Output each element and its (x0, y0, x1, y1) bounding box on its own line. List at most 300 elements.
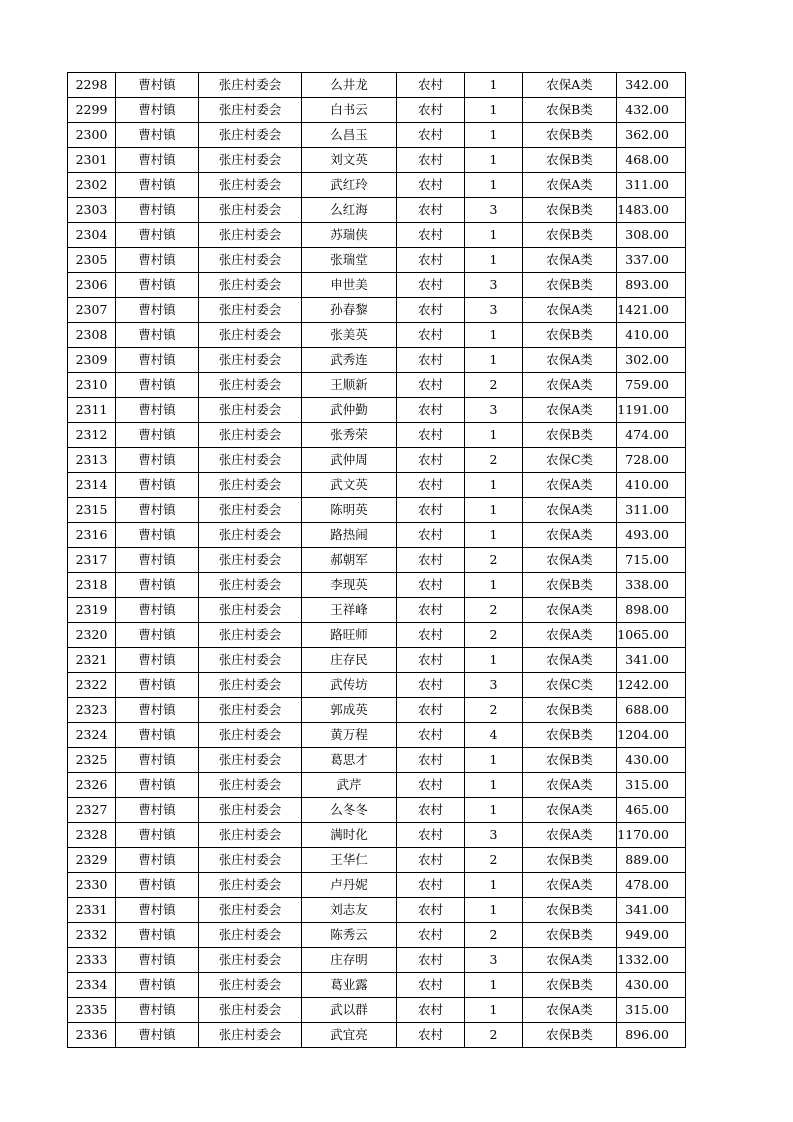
household-type-cell: 农村 (397, 873, 465, 898)
town-cell: 曹村镇 (116, 398, 199, 423)
household-type-cell: 农村 (397, 848, 465, 873)
household-size-cell: 3 (465, 398, 523, 423)
name-cell: 李现英 (302, 573, 397, 598)
town-cell: 曹村镇 (116, 1023, 199, 1048)
town-cell: 曹村镇 (116, 498, 199, 523)
amount-cell: 430.00 (617, 748, 686, 773)
household-type-cell: 农村 (397, 123, 465, 148)
village-committee-cell: 张庄村委会 (199, 523, 302, 548)
town-cell: 曹村镇 (116, 248, 199, 273)
village-committee-cell: 张庄村委会 (199, 898, 302, 923)
town-cell: 曹村镇 (116, 173, 199, 198)
household-size-cell: 2 (465, 623, 523, 648)
household-size-cell: 1 (465, 898, 523, 923)
amount-cell: 362.00 (617, 123, 686, 148)
village-committee-cell: 张庄村委会 (199, 723, 302, 748)
amount-cell: 474.00 (617, 423, 686, 448)
amount-cell: 410.00 (617, 323, 686, 348)
village-committee-cell: 张庄村委会 (199, 648, 302, 673)
household-type-cell: 农村 (397, 748, 465, 773)
amount-cell: 1065.00 (617, 623, 686, 648)
record-number-cell: 2316 (68, 523, 116, 548)
household-type-cell: 农村 (397, 973, 465, 998)
name-cell: 满时化 (302, 823, 397, 848)
table-row (68, 773, 686, 798)
amount-cell: 715.00 (617, 548, 686, 573)
name-cell: 刘志友 (302, 898, 397, 923)
record-number-cell: 2303 (68, 198, 116, 223)
insurance-category-cell: 农保A类 (523, 548, 617, 573)
household-size-cell: 3 (465, 823, 523, 848)
household-type-cell: 农村 (397, 673, 465, 698)
village-committee-cell: 张庄村委会 (199, 998, 302, 1023)
town-cell: 曹村镇 (116, 98, 199, 123)
amount-cell: 1332.00 (617, 948, 686, 973)
record-number-cell: 2331 (68, 898, 116, 923)
name-cell: 路热闹 (302, 523, 397, 548)
amount-cell: 342.00 (617, 73, 686, 98)
town-cell: 曹村镇 (116, 223, 199, 248)
amount-cell: 1421.00 (617, 298, 686, 323)
household-type-cell: 农村 (397, 898, 465, 923)
insurance-category-cell: 农保B类 (523, 923, 617, 948)
record-number-cell: 2299 (68, 98, 116, 123)
town-cell: 曹村镇 (116, 923, 199, 948)
insurance-category-cell: 农保C类 (523, 448, 617, 473)
household-type-cell: 农村 (397, 273, 465, 298)
household-type-cell: 农村 (397, 1023, 465, 1048)
name-cell: 武以群 (302, 998, 397, 1023)
household-type-cell: 农村 (397, 648, 465, 673)
table-row (68, 523, 686, 548)
village-committee-cell: 张庄村委会 (199, 198, 302, 223)
insurance-category-cell: 农保A类 (523, 173, 617, 198)
town-cell: 曹村镇 (116, 548, 199, 573)
village-committee-cell: 张庄村委会 (199, 848, 302, 873)
town-cell: 曹村镇 (116, 798, 199, 823)
table-row (68, 423, 686, 448)
household-type-cell: 农村 (397, 473, 465, 498)
household-size-cell: 1 (465, 323, 523, 348)
name-cell: 么昌玉 (302, 123, 397, 148)
village-committee-cell: 张庄村委会 (199, 973, 302, 998)
name-cell: 白书云 (302, 98, 397, 123)
town-cell: 曹村镇 (116, 998, 199, 1023)
insurance-category-cell: 农保A类 (523, 773, 617, 798)
table-row (68, 748, 686, 773)
household-size-cell: 1 (465, 223, 523, 248)
table-row (68, 573, 686, 598)
insurance-category-cell: 农保A类 (523, 823, 617, 848)
town-cell: 曹村镇 (116, 723, 199, 748)
household-type-cell: 农村 (397, 148, 465, 173)
household-size-cell: 1 (465, 523, 523, 548)
amount-cell: 688.00 (617, 698, 686, 723)
amount-cell: 468.00 (617, 148, 686, 173)
table-row (68, 648, 686, 673)
household-size-cell: 3 (465, 298, 523, 323)
household-size-cell: 1 (465, 998, 523, 1023)
amount-cell: 1191.00 (617, 398, 686, 423)
table-row (68, 273, 686, 298)
record-number-cell: 2329 (68, 848, 116, 873)
record-number-cell: 2305 (68, 248, 116, 273)
town-cell: 曹村镇 (116, 523, 199, 548)
town-cell: 曹村镇 (116, 673, 199, 698)
amount-cell: 308.00 (617, 223, 686, 248)
town-cell: 曹村镇 (116, 323, 199, 348)
household-type-cell: 农村 (397, 373, 465, 398)
town-cell: 曹村镇 (116, 198, 199, 223)
household-size-cell: 3 (465, 948, 523, 973)
name-cell: 武仲勤 (302, 398, 397, 423)
table-row (68, 498, 686, 523)
amount-cell: 893.00 (617, 273, 686, 298)
name-cell: 郝朝军 (302, 548, 397, 573)
name-cell: 苏瑞侠 (302, 223, 397, 248)
record-number-cell: 2314 (68, 473, 116, 498)
amount-cell: 728.00 (617, 448, 686, 473)
record-number-cell: 2320 (68, 623, 116, 648)
town-cell: 曹村镇 (116, 573, 199, 598)
table-row (68, 823, 686, 848)
record-number-cell: 2327 (68, 798, 116, 823)
household-type-cell: 农村 (397, 948, 465, 973)
household-size-cell: 1 (465, 573, 523, 598)
amount-cell: 1483.00 (617, 198, 686, 223)
table-row (68, 298, 686, 323)
table-row (68, 148, 686, 173)
household-type-cell: 农村 (397, 623, 465, 648)
town-cell: 曹村镇 (116, 848, 199, 873)
name-cell: 武传坊 (302, 673, 397, 698)
village-committee-cell: 张庄村委会 (199, 123, 302, 148)
amount-cell: 430.00 (617, 973, 686, 998)
name-cell: 孙春黎 (302, 298, 397, 323)
insurance-category-cell: 农保A类 (523, 873, 617, 898)
table-row (68, 398, 686, 423)
village-committee-cell: 张庄村委会 (199, 148, 302, 173)
village-committee-cell: 张庄村委会 (199, 573, 302, 598)
table-row (68, 698, 686, 723)
amount-cell: 478.00 (617, 873, 686, 898)
household-size-cell: 1 (465, 173, 523, 198)
household-size-cell: 1 (465, 748, 523, 773)
town-cell: 曹村镇 (116, 873, 199, 898)
record-number-cell: 2318 (68, 573, 116, 598)
name-cell: 卢丹妮 (302, 873, 397, 898)
household-type-cell: 农村 (397, 98, 465, 123)
insurance-category-cell: 农保A类 (523, 498, 617, 523)
beneficiary-table (67, 72, 686, 1048)
town-cell: 曹村镇 (116, 348, 199, 373)
record-number-cell: 2302 (68, 173, 116, 198)
name-cell: 么红海 (302, 198, 397, 223)
insurance-category-cell: 农保B类 (523, 198, 617, 223)
household-type-cell: 农村 (397, 548, 465, 573)
insurance-category-cell: 农保B类 (523, 148, 617, 173)
insurance-category-cell: 农保B类 (523, 223, 617, 248)
record-number-cell: 2298 (68, 73, 116, 98)
record-number-cell: 2312 (68, 423, 116, 448)
insurance-category-cell: 农保B类 (523, 748, 617, 773)
household-type-cell: 农村 (397, 73, 465, 98)
record-number-cell: 2324 (68, 723, 116, 748)
household-type-cell: 农村 (397, 423, 465, 448)
name-cell: 么井龙 (302, 73, 397, 98)
household-type-cell: 农村 (397, 998, 465, 1023)
record-number-cell: 2330 (68, 873, 116, 898)
name-cell: 张秀荣 (302, 423, 397, 448)
insurance-category-cell: 农保B类 (523, 423, 617, 448)
town-cell: 曹村镇 (116, 973, 199, 998)
household-size-cell: 2 (465, 923, 523, 948)
table-row (68, 723, 686, 748)
village-committee-cell: 张庄村委会 (199, 423, 302, 448)
record-number-cell: 2301 (68, 148, 116, 173)
village-committee-cell: 张庄村委会 (199, 548, 302, 573)
town-cell: 曹村镇 (116, 123, 199, 148)
village-committee-cell: 张庄村委会 (199, 273, 302, 298)
village-committee-cell: 张庄村委会 (199, 598, 302, 623)
village-committee-cell: 张庄村委会 (199, 298, 302, 323)
insurance-category-cell: 农保B类 (523, 723, 617, 748)
amount-cell: 410.00 (617, 473, 686, 498)
town-cell: 曹村镇 (116, 273, 199, 298)
amount-cell: 337.00 (617, 248, 686, 273)
household-size-cell: 3 (465, 273, 523, 298)
household-size-cell: 2 (465, 848, 523, 873)
record-number-cell: 2322 (68, 673, 116, 698)
table-row (68, 123, 686, 148)
name-cell: 王顺新 (302, 373, 397, 398)
household-type-cell: 农村 (397, 323, 465, 348)
insurance-category-cell: 农保A类 (523, 473, 617, 498)
village-committee-cell: 张庄村委会 (199, 948, 302, 973)
amount-cell: 949.00 (617, 923, 686, 948)
household-size-cell: 1 (465, 98, 523, 123)
table-row (68, 323, 686, 348)
record-number-cell: 2304 (68, 223, 116, 248)
insurance-category-cell: 农保B类 (523, 323, 617, 348)
insurance-category-cell: 农保A类 (523, 373, 617, 398)
household-size-cell: 2 (465, 373, 523, 398)
name-cell: 庄存明 (302, 948, 397, 973)
amount-cell: 341.00 (617, 648, 686, 673)
insurance-category-cell: 农保B类 (523, 123, 617, 148)
village-committee-cell: 张庄村委会 (199, 373, 302, 398)
table-row (68, 73, 686, 98)
insurance-category-cell: 农保C类 (523, 673, 617, 698)
name-cell: 庄存民 (302, 648, 397, 673)
table-row (68, 948, 686, 973)
household-size-cell: 1 (465, 798, 523, 823)
insurance-category-cell: 农保B类 (523, 573, 617, 598)
town-cell: 曹村镇 (116, 698, 199, 723)
household-type-cell: 农村 (397, 523, 465, 548)
name-cell: 陈秀云 (302, 923, 397, 948)
name-cell: 黄万程 (302, 723, 397, 748)
insurance-category-cell: 农保A类 (523, 598, 617, 623)
name-cell: 武红玲 (302, 173, 397, 198)
table-row (68, 198, 686, 223)
record-number-cell: 2335 (68, 998, 116, 1023)
name-cell: 张瑞堂 (302, 248, 397, 273)
village-committee-cell: 张庄村委会 (199, 923, 302, 948)
name-cell: 申世美 (302, 273, 397, 298)
amount-cell: 338.00 (617, 573, 686, 598)
household-size-cell: 2 (465, 1023, 523, 1048)
village-committee-cell: 张庄村委会 (199, 323, 302, 348)
table-row (68, 223, 686, 248)
household-size-cell: 1 (465, 348, 523, 373)
village-committee-cell: 张庄村委会 (199, 173, 302, 198)
household-size-cell: 2 (465, 548, 523, 573)
insurance-category-cell: 农保B类 (523, 98, 617, 123)
household-type-cell: 农村 (397, 248, 465, 273)
insurance-category-cell: 农保B类 (523, 898, 617, 923)
name-cell: 张美英 (302, 323, 397, 348)
record-number-cell: 2313 (68, 448, 116, 473)
village-committee-cell: 张庄村委会 (199, 98, 302, 123)
town-cell: 曹村镇 (116, 298, 199, 323)
household-type-cell: 农村 (397, 698, 465, 723)
household-type-cell: 农村 (397, 773, 465, 798)
insurance-category-cell: 农保B类 (523, 848, 617, 873)
amount-cell: 311.00 (617, 173, 686, 198)
record-number-cell: 2321 (68, 648, 116, 673)
amount-cell: 315.00 (617, 773, 686, 798)
household-type-cell: 农村 (397, 723, 465, 748)
record-number-cell: 2315 (68, 498, 116, 523)
table-row (68, 623, 686, 648)
table-row (68, 248, 686, 273)
household-size-cell: 1 (465, 973, 523, 998)
amount-cell: 1170.00 (617, 823, 686, 848)
amount-cell: 341.00 (617, 898, 686, 923)
village-committee-cell: 张庄村委会 (199, 498, 302, 523)
name-cell: 么冬冬 (302, 798, 397, 823)
village-committee-cell: 张庄村委会 (199, 798, 302, 823)
insurance-category-cell: 农保A类 (523, 523, 617, 548)
household-size-cell: 1 (465, 773, 523, 798)
table-row (68, 873, 686, 898)
village-committee-cell: 张庄村委会 (199, 623, 302, 648)
name-cell: 郭成英 (302, 698, 397, 723)
table-row (68, 173, 686, 198)
table-row (68, 98, 686, 123)
insurance-category-cell: 农保A类 (523, 248, 617, 273)
record-number-cell: 2332 (68, 923, 116, 948)
household-type-cell: 农村 (397, 223, 465, 248)
household-type-cell: 农村 (397, 823, 465, 848)
town-cell: 曹村镇 (116, 948, 199, 973)
record-number-cell: 2326 (68, 773, 116, 798)
table-row (68, 898, 686, 923)
record-number-cell: 2323 (68, 698, 116, 723)
insurance-category-cell: 农保A类 (523, 798, 617, 823)
record-number-cell: 2311 (68, 398, 116, 423)
household-size-cell: 1 (465, 73, 523, 98)
insurance-category-cell: 农保A类 (523, 73, 617, 98)
town-cell: 曹村镇 (116, 448, 199, 473)
village-committee-cell: 张庄村委会 (199, 448, 302, 473)
household-type-cell: 农村 (397, 598, 465, 623)
table-body (68, 73, 686, 1048)
household-type-cell: 农村 (397, 198, 465, 223)
town-cell: 曹村镇 (116, 773, 199, 798)
record-number-cell: 2308 (68, 323, 116, 348)
table-row (68, 1023, 686, 1048)
amount-cell: 432.00 (617, 98, 686, 123)
household-type-cell: 农村 (397, 348, 465, 373)
town-cell: 曹村镇 (116, 648, 199, 673)
record-number-cell: 2319 (68, 598, 116, 623)
name-cell: 陈明英 (302, 498, 397, 523)
household-type-cell: 农村 (397, 798, 465, 823)
amount-cell: 1242.00 (617, 673, 686, 698)
household-type-cell: 农村 (397, 923, 465, 948)
village-committee-cell: 张庄村委会 (199, 698, 302, 723)
village-committee-cell: 张庄村委会 (199, 873, 302, 898)
insurance-category-cell: 农保A类 (523, 948, 617, 973)
village-committee-cell: 张庄村委会 (199, 248, 302, 273)
name-cell: 葛思才 (302, 748, 397, 773)
name-cell: 武秀连 (302, 348, 397, 373)
household-size-cell: 1 (465, 648, 523, 673)
household-size-cell: 2 (465, 448, 523, 473)
table-row (68, 923, 686, 948)
village-committee-cell: 张庄村委会 (199, 673, 302, 698)
insurance-category-cell: 农保B类 (523, 973, 617, 998)
record-number-cell: 2309 (68, 348, 116, 373)
insurance-category-cell: 农保A类 (523, 648, 617, 673)
amount-cell: 311.00 (617, 498, 686, 523)
town-cell: 曹村镇 (116, 373, 199, 398)
household-size-cell: 4 (465, 723, 523, 748)
town-cell: 曹村镇 (116, 898, 199, 923)
household-type-cell: 农村 (397, 448, 465, 473)
household-size-cell: 3 (465, 673, 523, 698)
village-committee-cell: 张庄村委会 (199, 398, 302, 423)
table-row (68, 973, 686, 998)
village-committee-cell: 张庄村委会 (199, 348, 302, 373)
amount-cell: 759.00 (617, 373, 686, 398)
amount-cell: 889.00 (617, 848, 686, 873)
village-committee-cell: 张庄村委会 (199, 773, 302, 798)
household-size-cell: 1 (465, 473, 523, 498)
insurance-category-cell: 农保A类 (523, 623, 617, 648)
household-size-cell: 3 (465, 198, 523, 223)
record-number-cell: 2333 (68, 948, 116, 973)
amount-cell: 315.00 (617, 998, 686, 1023)
village-committee-cell: 张庄村委会 (199, 473, 302, 498)
insurance-category-cell: 农保A类 (523, 348, 617, 373)
name-cell: 武宜亮 (302, 1023, 397, 1048)
insurance-category-cell: 农保A类 (523, 998, 617, 1023)
town-cell: 曹村镇 (116, 148, 199, 173)
record-number-cell: 2307 (68, 298, 116, 323)
table-row (68, 548, 686, 573)
insurance-category-cell: 农保A类 (523, 298, 617, 323)
record-number-cell: 2328 (68, 823, 116, 848)
town-cell: 曹村镇 (116, 623, 199, 648)
table-row (68, 373, 686, 398)
table-row (68, 473, 686, 498)
village-committee-cell: 张庄村委会 (199, 73, 302, 98)
name-cell: 刘文英 (302, 148, 397, 173)
town-cell: 曹村镇 (116, 423, 199, 448)
